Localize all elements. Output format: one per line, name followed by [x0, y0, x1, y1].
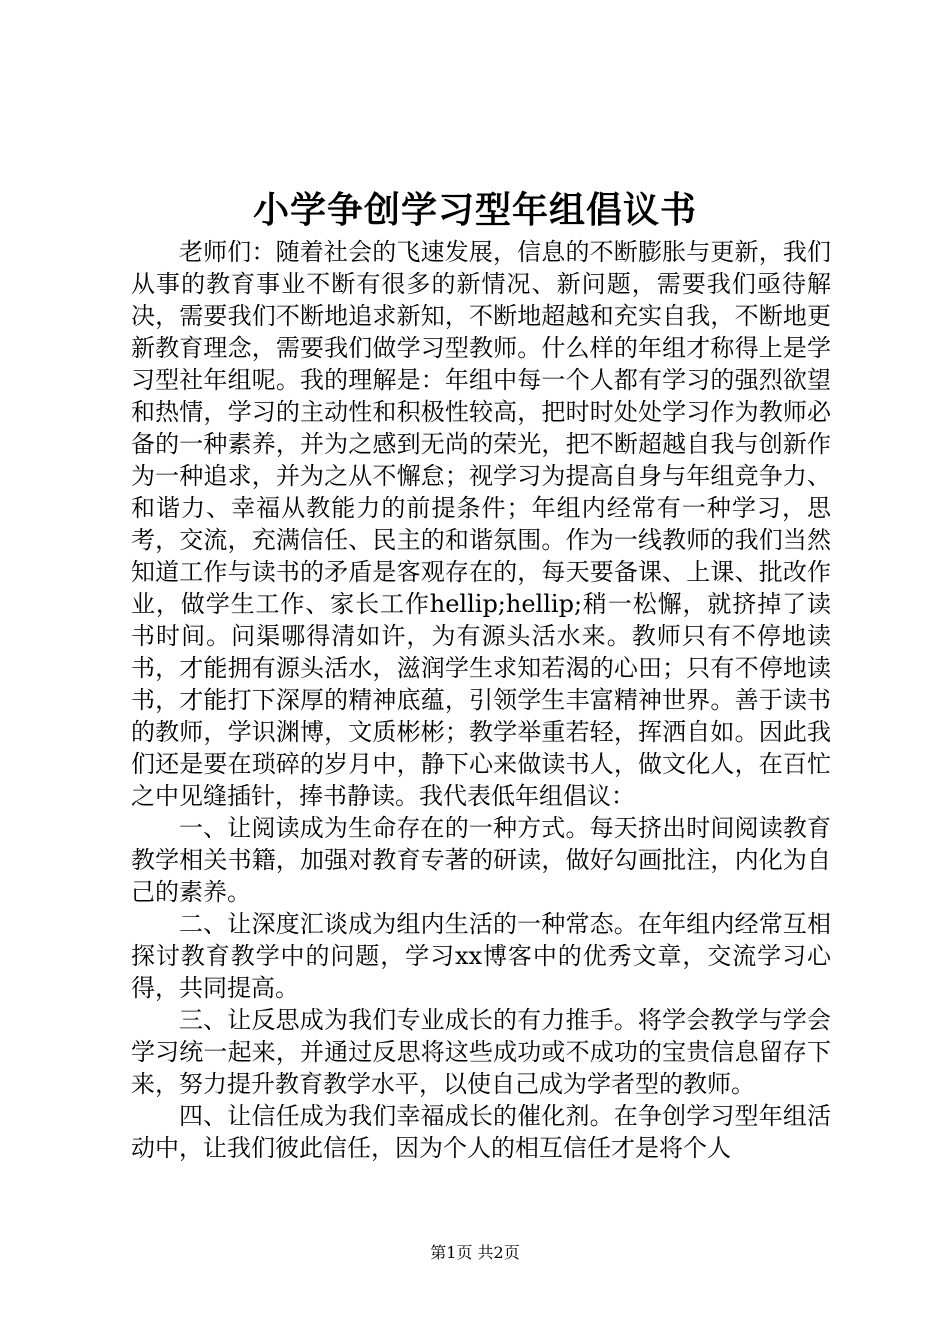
page-number-footer: 第1页 共2页 [430, 1243, 520, 1262]
paragraph-item-2: 二、让深度汇谈成为组内生活的一种常态。在年组内经常互相探讨教育教学中的问题，学习xx博客中的优秀文章，交流学习心得，共同提高。 [131, 910, 831, 1002]
document-title: 小学争创学习型年组倡议书 [252, 189, 697, 231]
paragraph-item-3: 三、让反思成为我们专业成长的有力推手。将学会教学与学会学习统一起来，并通过反思将这些成功或不成功的宝贵信息留存下来，努力提升教育教学水平，以使自己成为学者型的教师。 [131, 1006, 831, 1098]
paragraph-item-1: 一、让阅读成为生命存在的一种方式。每天挤出时间阅读教育教学相关书籍，加强对教育专著的研读，做好勾画批注，内化为自己的素养。 [131, 814, 831, 906]
paragraph-item-4: 四、让信任成为我们幸福成长的催化剂。在争创学习型年组活动中，让我们彼此信任，因为个人的相互信任才是将个人 [131, 1102, 831, 1162]
document-body [131, 236, 831, 1164]
paragraph-intro: 老师们：随着社会的飞速发展，信息的不断膨胀与更新，我们从事的教育事业不断有很多的新情况、新问题，需要我们亟待解决，需要我们不断地追求新知，不断地超越和充实自我，不断地更新教育理念，需要我们做学习型教师。什么样的年组才称得上是学习型社年组呢。我的理解是：年组中每一个人都有学习的强烈欲望和热情，学习的主动性和积极性较高，把时时处处学习作为教师必备的一种素养，并为之感到无尚的荣光，把不断超越自我与创新作为一种追求，并为之从不懈怠；视学习为提高自身与年组竞争力、和谐力、幸福从教能力的前提条件；年组内经常有一种学习，思考，交流，充满信任、民主的和谐氛围。作为一线教师的我们当然知道工作与读书的矛盾是客观存在的，每天要备课、上课、批改作业，做学生工作、家长工作hellip;hellip;稍一松懈，就挤掉了读书时间。问渠哪得清如许，为有源头活水来。教师只有不停地读书，才能拥有源头活水，滋润学生求知若渴的心田；只有不停地读书，才能打下深厚的精神底蕴，引领学生丰富精神世界。善于读书的教师，学识渊博，文质彬彬；教学举重若轻，挥洒自如。因此我们还是要在琐碎的岁月中，静下心来做读书人，做文化人，在百忙之中见缝插针，捧书静读。我代表低年组倡议： [131, 238, 831, 810]
